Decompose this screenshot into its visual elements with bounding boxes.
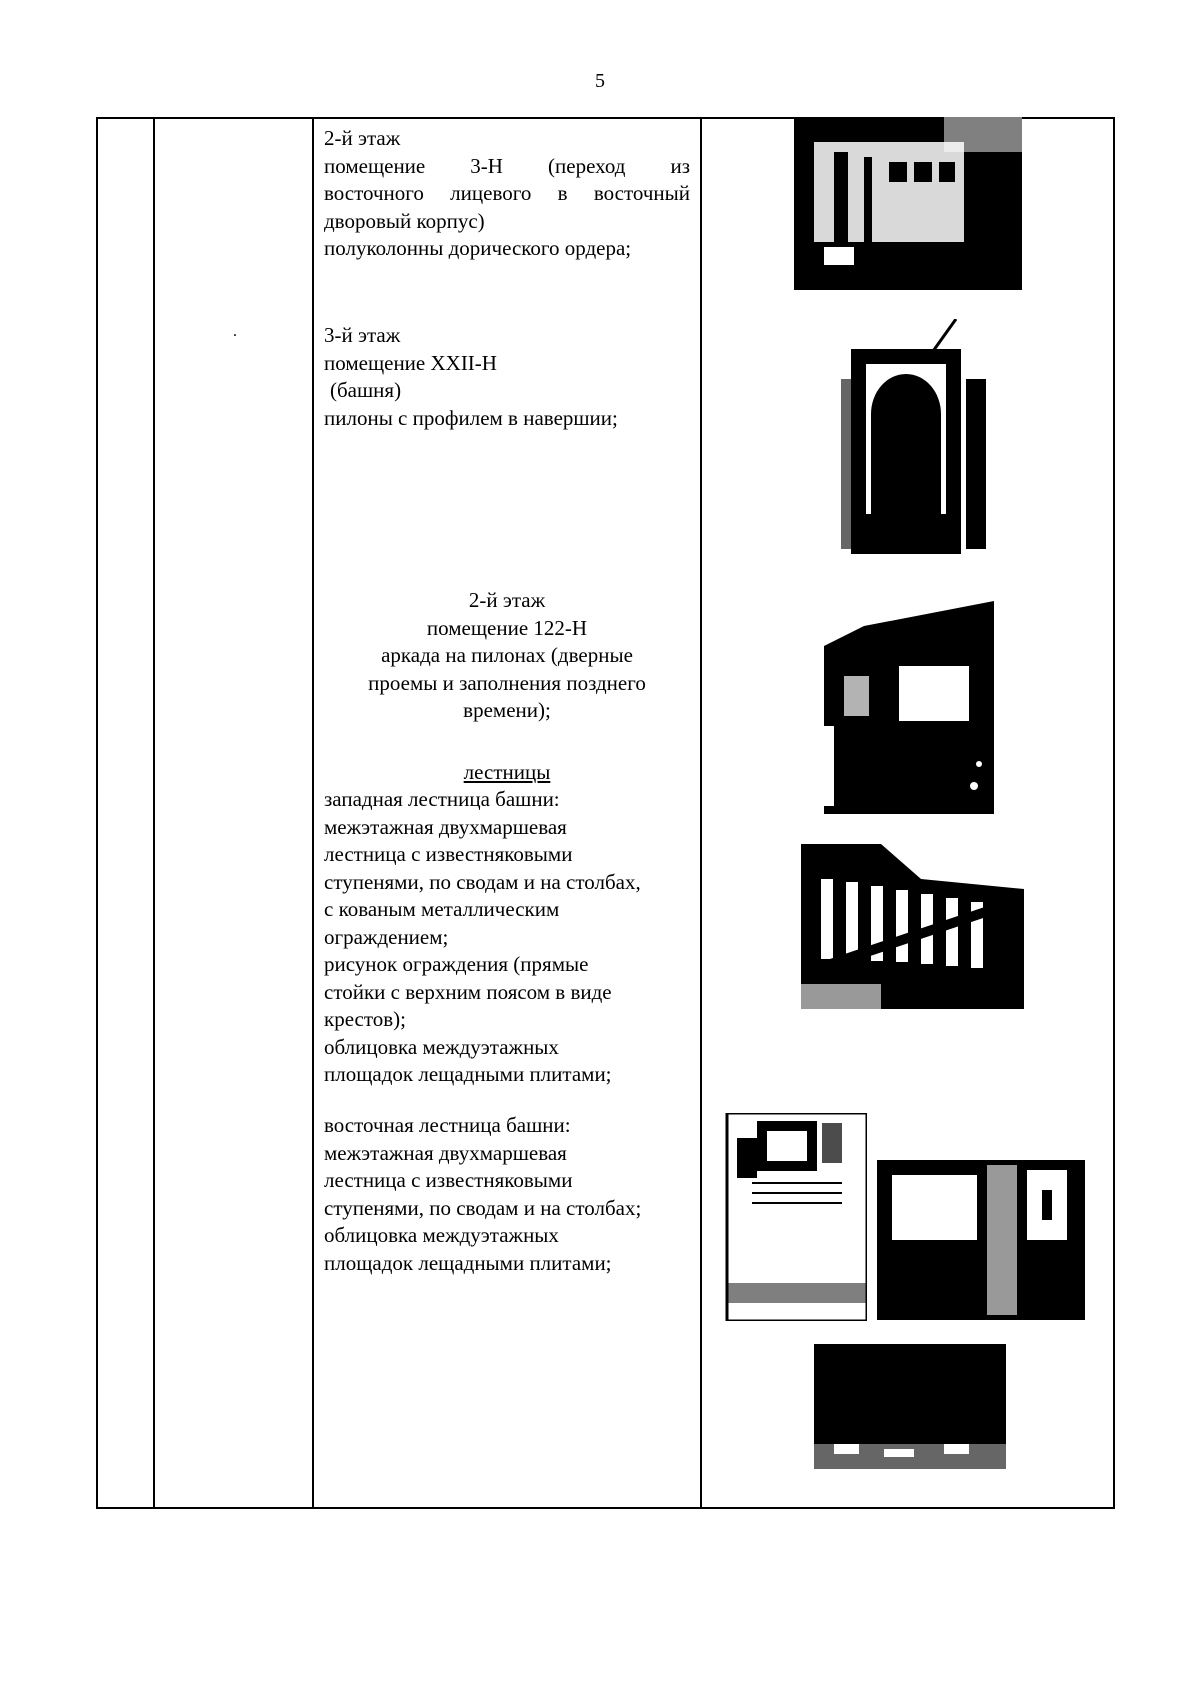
feature-text: пилоны с профилем в навершии;: [324, 405, 618, 430]
stray-mark: .: [233, 323, 237, 340]
photo-semi-columns: [794, 117, 1022, 290]
room-note: (башня): [330, 378, 402, 402]
photo-arcade-pylons: [824, 586, 994, 814]
west-stair-line: с кованым металлическим: [324, 897, 560, 921]
photo-east-staircase-2: [877, 1160, 1085, 1320]
east-staircase-text: [324, 1112, 694, 1277]
floor-label: 2-й этаж: [324, 126, 401, 150]
feature-text: аркада на пилонах (дверные: [381, 643, 633, 667]
room-label: помещение XXII-Н: [324, 350, 497, 375]
east-stair-line: межэтажная двухмаршевая: [324, 1140, 567, 1165]
west-stair-line: площадок лещадными плитами;: [324, 1062, 612, 1086]
west-stair-line: межэтажная двухмаршевая: [324, 814, 567, 839]
west-stair-line: лестница с известняковыми: [324, 842, 573, 866]
feature-text: времени);: [463, 698, 551, 722]
west-staircase-text: [324, 786, 694, 1089]
floor-label: 3-й этаж: [324, 323, 401, 347]
east-stair-line: облицовка междуэтажных: [324, 1223, 559, 1247]
west-stair-line: западная лестница башни:: [324, 787, 560, 811]
west-stair-line: ступенями, по сводам и на столбах,: [324, 869, 641, 894]
east-stair-line: площадок лещадными плитами;: [324, 1250, 612, 1275]
room-line: помещение 3-Н (переход из: [324, 153, 690, 178]
west-stair-line: облицовка междуэтажных: [324, 1034, 559, 1059]
column-divider-1: [153, 119, 155, 1507]
room-line: дворовый корпус): [324, 208, 485, 233]
section-2nd-floor-room-122n: [324, 587, 690, 725]
west-stair-line: ограждением;: [324, 924, 449, 949]
photo-tower-pylons: [816, 319, 996, 559]
floor-label: 2-й этаж: [468, 588, 546, 612]
east-stair-line: восточная лестница башни:: [324, 1113, 571, 1137]
stairs-heading: лестницы: [463, 760, 551, 784]
feature-text: полуколонны дорического ордера;: [324, 236, 632, 260]
photo-west-staircase-railing: [801, 844, 1024, 1009]
stairs-section: [324, 759, 690, 787]
column-divider-3: [700, 119, 702, 1507]
room-line: восточного лицевого в восточный: [324, 181, 690, 205]
section-2nd-floor-room-3n: [324, 125, 690, 263]
west-stair-line: рисунок ограждения (прямые: [324, 952, 589, 976]
east-stair-line: лестница с известняковыми: [324, 1168, 573, 1192]
photo-east-staircase-3: [814, 1344, 1006, 1487]
west-stair-line: стойки с верхним поясом в виде: [324, 979, 612, 1004]
column-divider-2: [312, 119, 314, 1507]
room-label: помещение 122-Н: [426, 615, 588, 640]
page-number: 5: [595, 70, 605, 92]
west-stair-line: крестов);: [324, 1007, 407, 1031]
monument-table: [96, 117, 1115, 1509]
feature-text: проемы и заполнения позднего: [368, 670, 646, 695]
photo-east-staircase-1: [722, 1113, 867, 1321]
east-stair-line: ступенями, по сводам и на столбах;: [324, 1195, 642, 1220]
section-3rd-floor-room-xxii: [324, 322, 690, 432]
